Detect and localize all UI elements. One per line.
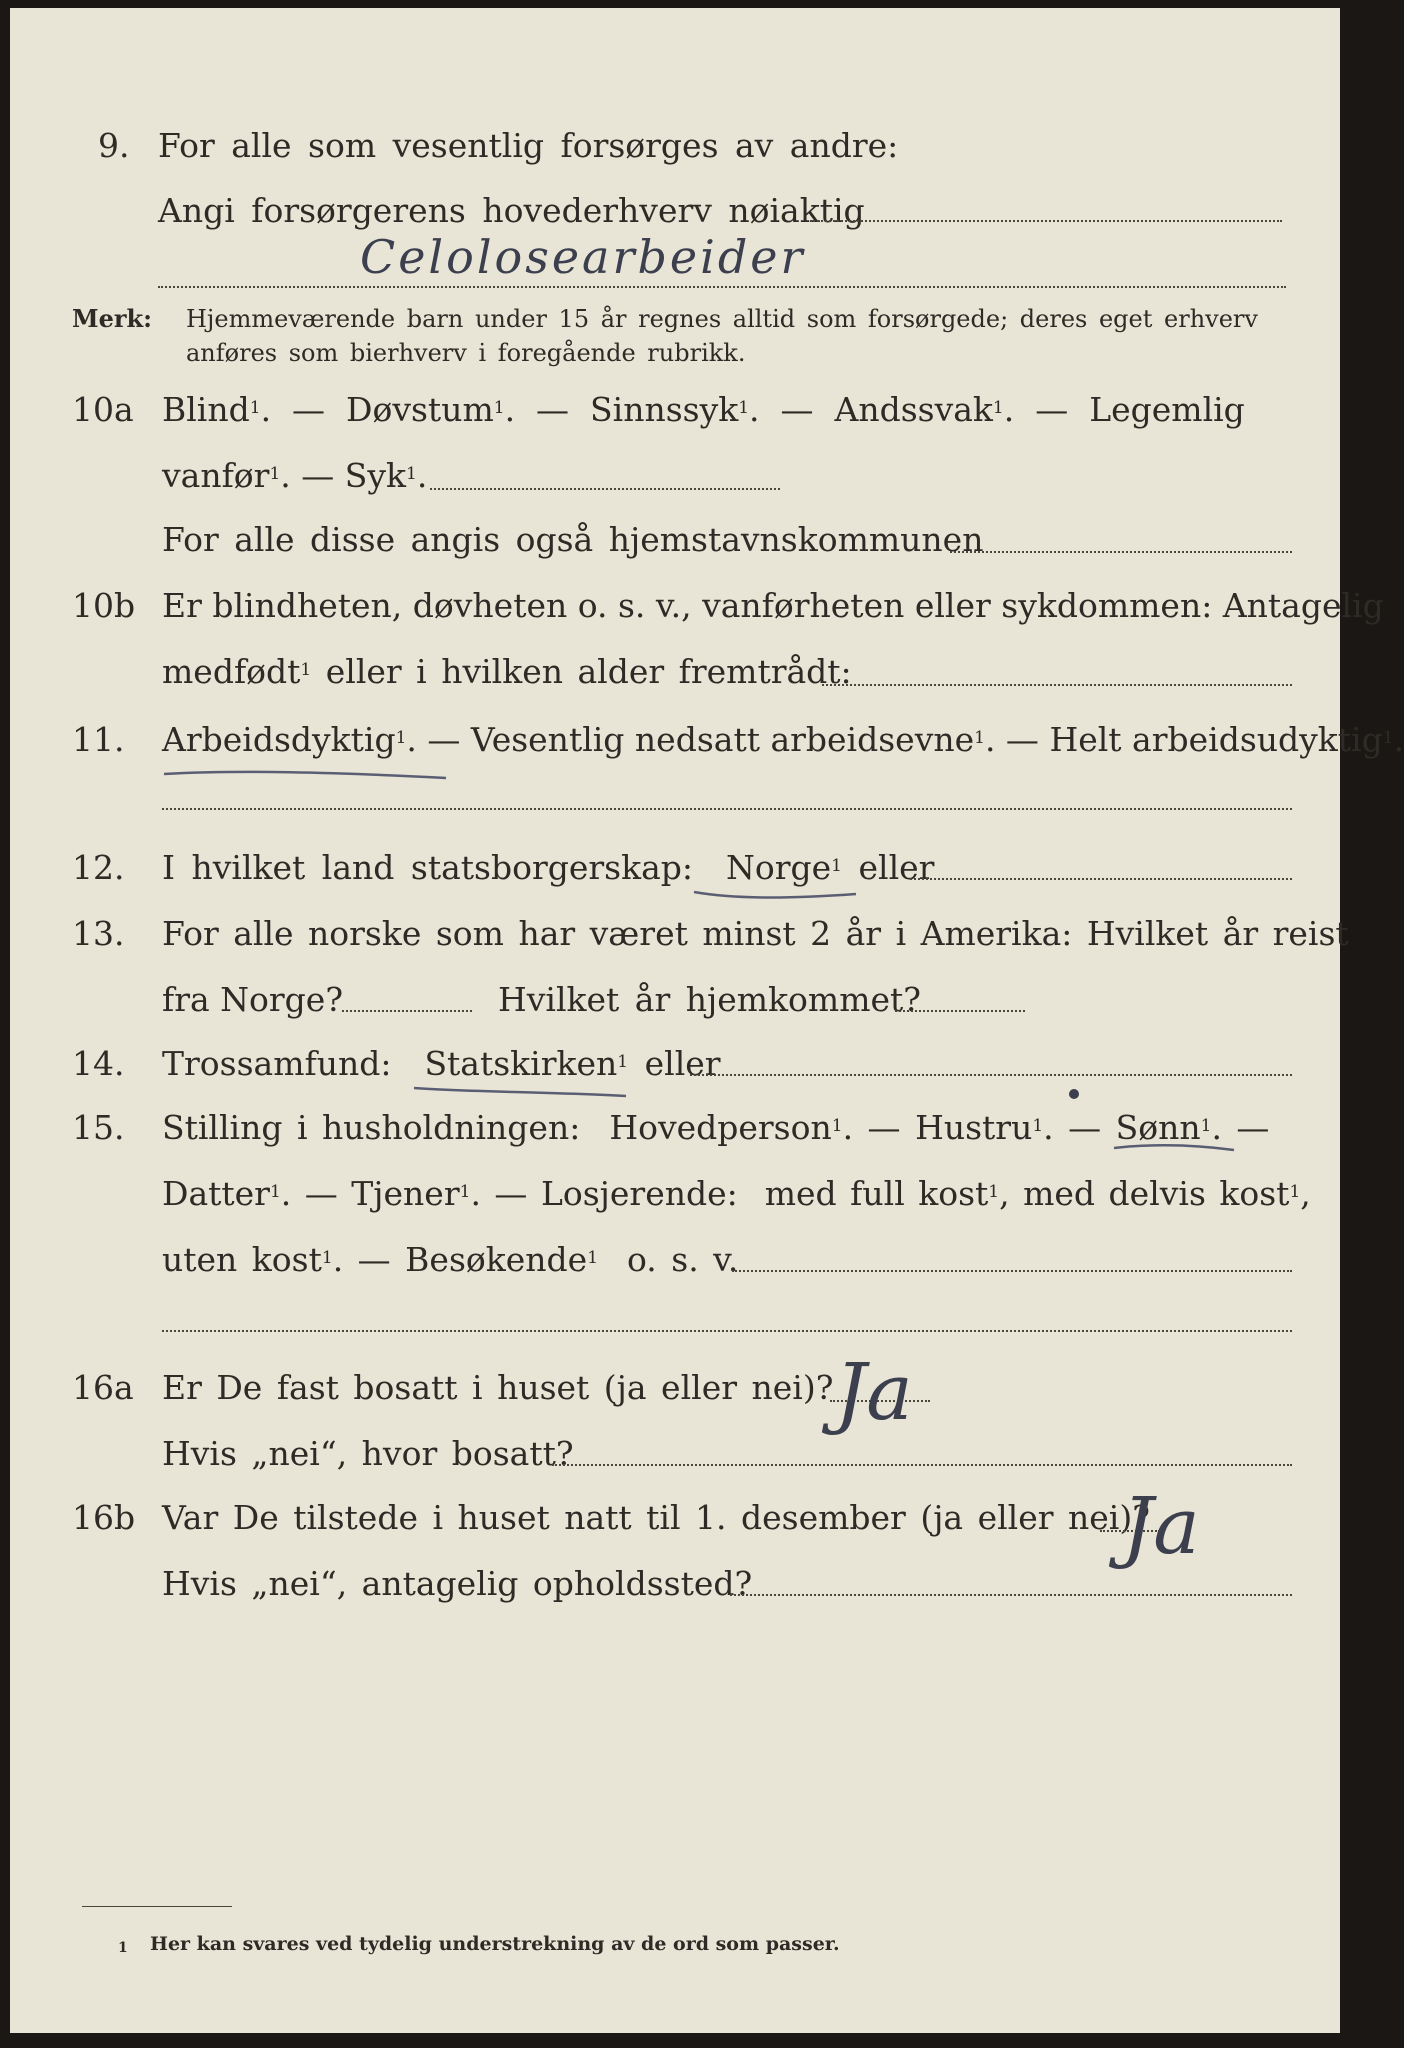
q11-nedsatt: Vesentlig nedsatt arbeidsevne — [470, 720, 975, 759]
q12-number: 12. — [72, 848, 125, 887]
q16b-opholdssted-answer-line — [730, 1594, 1292, 1596]
q10a-andssvak: Andssvak — [834, 390, 993, 429]
q11-number: 11. — [72, 720, 125, 759]
q10a-sinnssyk: Sinnssyk — [590, 390, 739, 429]
footnote-rule — [82, 1906, 232, 1907]
q10b-line2: medfødt$^1$ eller i hvilken alder fremtrådt: — [162, 652, 852, 691]
q9-second-line — [158, 286, 1286, 288]
q11-arbeidsdyktig: Arbeidsdyktig — [162, 720, 396, 759]
q15-line2: Datter$^1$. — Tjener$^1$. — Losjerende: med full kost$^1$, med delvis kost$^1$, — [162, 1174, 1311, 1213]
q13-line1: For alle norske som har været minst 2 år i Amerika: Hvilket år reist — [162, 914, 1349, 953]
q10a-number: 10a — [72, 390, 134, 429]
q10b-answer-line — [822, 684, 1292, 686]
q9-line2: Angi forsørgerens hovederhverv nøiaktig — [158, 191, 865, 230]
q15-losjerende: Losjerende: — [540, 1174, 738, 1213]
q12-eller: eller — [858, 848, 935, 887]
q12-question: I hvilket land statsborgerskap: — [162, 848, 694, 887]
q15-tjener: Tjener — [351, 1174, 460, 1213]
q10a-syk-answer-line — [430, 488, 780, 490]
q15-besokende: Besøkende — [405, 1240, 588, 1279]
q14-line: Trossamfund: Statskirken$^1$ eller — [162, 1044, 721, 1083]
merk-line1: Hjemmeværende barn under 15 år regnes alltid som forsørgede; deres eget erhverv — [186, 305, 1258, 333]
q12-norge: Norge — [726, 848, 832, 887]
merk-line2: anføres som bierhverv i foregående rubrikk. — [186, 339, 746, 367]
q10a-hjemstavn-answer-line — [950, 551, 1292, 553]
q15-full-kost: med full kost — [764, 1174, 989, 1213]
q14-label: Trossamfund: — [162, 1044, 392, 1083]
q15-sonn-mark — [1110, 1090, 1240, 1160]
footnote-text: Her kan svares ved tydelig understrekning av de ord som passer. — [150, 1933, 840, 1955]
q15-osv: o. s. v. — [627, 1240, 739, 1279]
q12-answer-line — [910, 878, 1292, 880]
q10a-line2: vanfør$^1$. — Syk$^1$. — [162, 456, 428, 495]
q15-line3: uten kost$^1$. — Besøkende$^1$ o. s. v. — [162, 1240, 739, 1279]
q15-datter: Datter — [162, 1174, 270, 1213]
q10a-line1: Blind$^1$. — Døvstum$^1$. — Sinnssyk$^1$. — Andssvak$^1$. — Legemlig — [162, 390, 1245, 429]
q16b-number: 16b — [72, 1498, 136, 1537]
q10a-syk: Syk — [344, 456, 406, 495]
q14-eller: eller — [644, 1044, 721, 1083]
q9-handwritten-answer: Celolosearbeider — [360, 230, 806, 284]
q12-line: I hvilket land statsborgerskap: Norge$^1$ eller — [162, 848, 935, 887]
q16b-line2: Hvis „nei“, antagelig opholdssted? — [162, 1564, 753, 1603]
q10a-line3: For alle disse angis også hjemstavnskommunen — [162, 520, 984, 559]
q13-fra-norge: fra Norge? — [162, 980, 344, 1019]
q14-answer-line — [690, 1074, 1292, 1076]
q9-answer-line — [810, 220, 1282, 222]
q16b-handwritten-answer: Ja — [1122, 1482, 1200, 1572]
q11-answer-line — [162, 808, 1292, 810]
q15-second-answer-line — [162, 1330, 1292, 1332]
q14-number: 14. — [72, 1044, 125, 1083]
q10b-alder: eller i hvilken alder fremtrådt: — [325, 652, 852, 691]
footnote-mark: 1 — [118, 1940, 128, 1956]
q11-udyktig: Helt arbeidsudyktig — [1049, 720, 1383, 759]
q9-number: 9. — [98, 126, 130, 165]
q13-reist-answer-line — [342, 1010, 472, 1012]
q10a-dovstum: Døvstum — [346, 390, 494, 429]
q11-line: Arbeidsdyktig$^1$. — Vesentlig nedsatt arbeidsevne$^1$. — Helt arbeidsudyktig$^1$. — [162, 720, 1404, 759]
q16a-handwritten-answer: Ja — [835, 1348, 913, 1438]
q10b-medfodt: medfødt — [162, 652, 301, 691]
census-form-page — [10, 8, 1404, 2033]
q10a-vanfor: vanfør — [162, 456, 270, 495]
q15-delvis-kost: med delvis kost — [1023, 1174, 1290, 1213]
q10a-blind: Blind — [162, 390, 250, 429]
q14-underline-mark — [410, 1082, 630, 1102]
q16b-line1: Var De tilstede i huset natt til 1. desember (ja eller nei)? — [162, 1498, 1150, 1537]
q15-label: Stilling i husholdningen: — [162, 1108, 581, 1147]
q11-underline-mark — [160, 766, 450, 786]
q13-hjemkommet: Hvilket år hjemkommet? — [498, 980, 921, 1019]
q10a-legemlig: Legemlig — [1089, 390, 1245, 429]
q13-number: 13. — [72, 914, 125, 953]
q10b-line1: Er blindheten, døvheten o. s. v., vanførheten eller sykdommen: Antagelig — [162, 586, 1384, 625]
q14-statskirken: Statskirken — [424, 1044, 618, 1083]
q16a-line1: Er De fast bosatt i huset (ja eller nei)? — [162, 1368, 834, 1407]
q12-underline-mark — [690, 886, 860, 906]
q10b-number: 10b — [72, 586, 136, 625]
q15-hustru: Hustru — [915, 1108, 1033, 1147]
q15-number: 15. — [72, 1108, 125, 1147]
merk-label: Merk: — [72, 304, 152, 333]
q13-hjemkommet-answer-line — [895, 1010, 1025, 1012]
q15-hovedperson: Hovedperson — [609, 1108, 832, 1147]
q15-uten-kost: uten kost — [162, 1240, 322, 1279]
q16a-line2: Hvis „nei“, hvor bosatt? — [162, 1434, 574, 1473]
q9-line1: For alle som vesentlig forsørges av andre: — [158, 126, 899, 165]
q15-sonn: Sønn — [1115, 1108, 1201, 1147]
q15-line1: Stilling i husholdningen: Hovedperson$^1$. — Hustru$^1$. — Sønn$^1$. — — [162, 1108, 1270, 1147]
q16a-bosatt-answer-line — [552, 1464, 1292, 1466]
q16a-number: 16a — [72, 1368, 134, 1407]
q15-answer-line — [732, 1270, 1292, 1272]
